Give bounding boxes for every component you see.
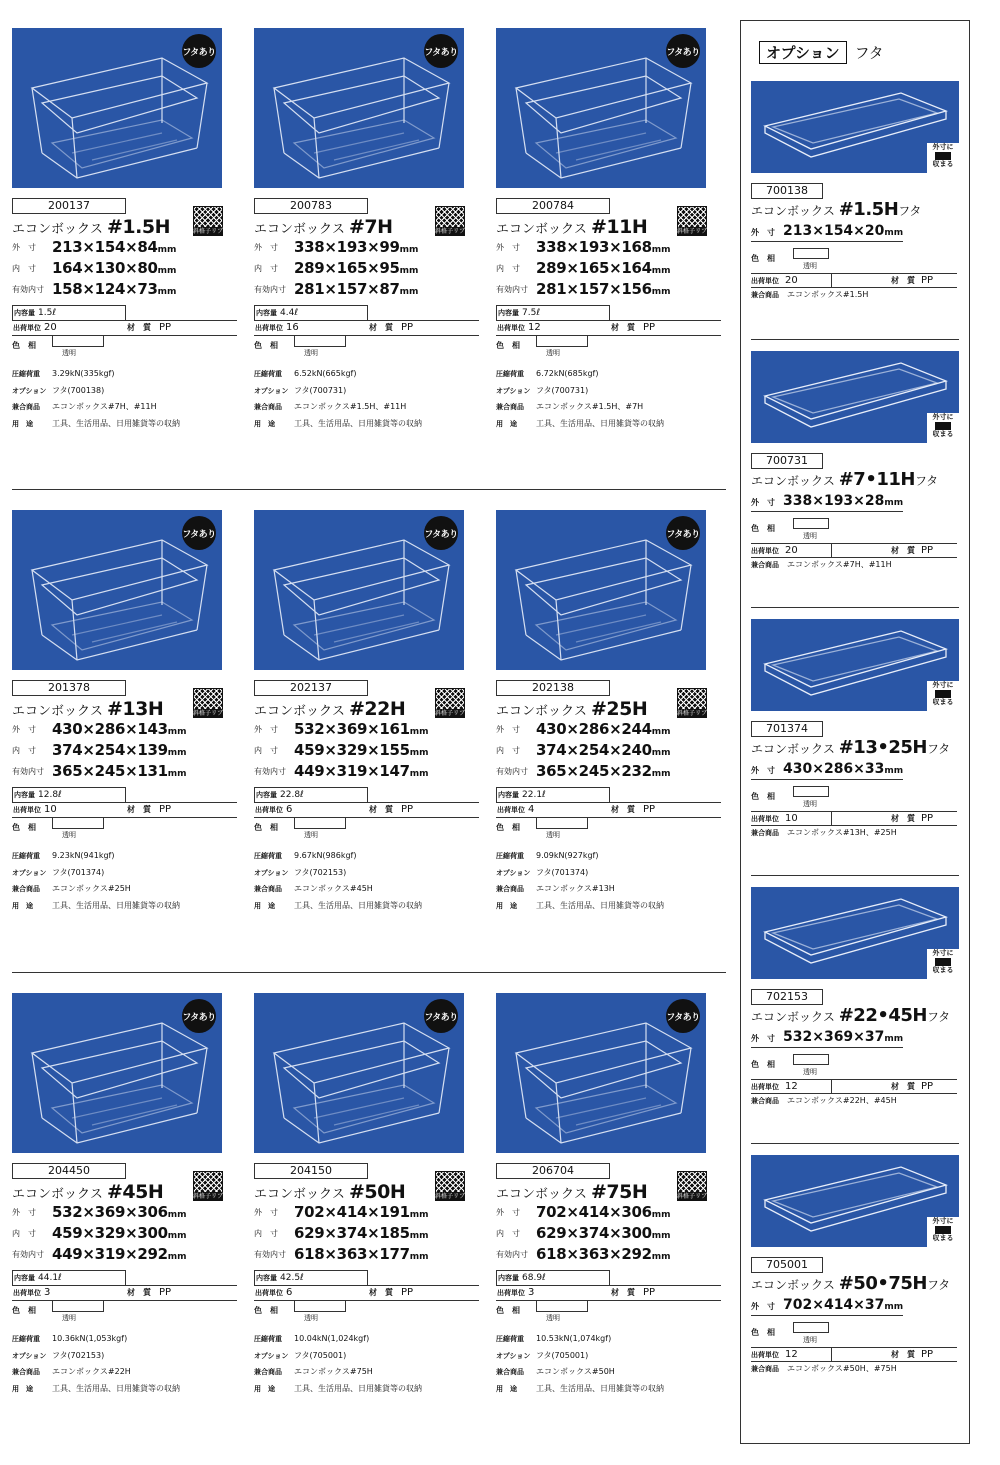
lid-compatible-products: 兼合商品 エコンボックス#50H、#75H bbox=[751, 1364, 897, 1373]
lid-outer-dimensions: 外 寸 702×414×37mm bbox=[751, 1297, 903, 1316]
inner-dimensions: 内 寸 374×254×240mm bbox=[496, 741, 671, 759]
lid-available-badge: フタあり bbox=[182, 34, 216, 68]
product-photo bbox=[12, 28, 222, 188]
product-name: エコンボックス #75H bbox=[496, 1181, 648, 1203]
lid-color-value: 透明 bbox=[803, 532, 817, 540]
lid-compatible-products: 兼合商品 エコンボックス#22H、#45H bbox=[751, 1096, 897, 1105]
lid-shipping-unit: 出荷単位 20 材 質 PP bbox=[751, 543, 957, 558]
diagonal-rib-icon: 斜格子リブ bbox=[193, 206, 223, 236]
product-photo bbox=[254, 510, 464, 670]
outer-dimensions: 外 寸 338×193×168mm bbox=[496, 238, 671, 256]
shipping-unit: 出荷単位 16 材 質 PP bbox=[254, 320, 479, 336]
diagonal-rib-icon: 斜格子リブ bbox=[435, 688, 465, 718]
outer-dimensions: 外 寸 532×369×161mm bbox=[254, 720, 429, 738]
product-code: 204450 bbox=[12, 1163, 126, 1179]
color-swatch bbox=[52, 1300, 104, 1312]
color-value: 透明 bbox=[304, 349, 318, 357]
lid-compatible-products: 兼合商品 エコンボックス#1.5H bbox=[751, 290, 869, 299]
capacity: 内容量 7.5ℓ bbox=[496, 305, 610, 320]
lid-material: 材 質 PP bbox=[891, 1349, 934, 1360]
color-swatch bbox=[294, 335, 346, 347]
lid-available-badge: フタあり bbox=[666, 999, 700, 1033]
lid-available-badge: フタあり bbox=[666, 516, 700, 550]
product-code: 204150 bbox=[254, 1163, 368, 1179]
color-label: 色 相 bbox=[254, 1306, 278, 1315]
lid-photo bbox=[751, 351, 959, 443]
lid-shipping-unit: 出荷単位 12 材 質 PP bbox=[751, 1347, 957, 1362]
product-notes: 圧縮荷重 3.29kN(335kgf) オプション フタ(700138) 兼合商品 エコンボックス#7H、#11H 用 途 工具、生活用品、日用雑貨等の収納 bbox=[12, 369, 180, 428]
product-photo bbox=[12, 993, 222, 1153]
inner-dimensions: 内 寸 459×329×155mm bbox=[254, 741, 429, 759]
product-code: 206704 bbox=[496, 1163, 610, 1179]
inner-dimensions: 内 寸 289×165×164mm bbox=[496, 259, 671, 277]
material: 材 質 PP bbox=[611, 1287, 656, 1298]
capacity: 内容量 22.8ℓ bbox=[254, 787, 368, 802]
lid-color-value: 透明 bbox=[803, 800, 817, 808]
product-photo bbox=[496, 28, 706, 188]
shipping-unit: 出荷単位 10 材 質 PP bbox=[12, 802, 237, 818]
lid-photo bbox=[751, 81, 959, 173]
lid-name: エコンボックス #50•75Hフタ bbox=[751, 1273, 951, 1294]
lid-name: エコンボックス #22•45Hフタ bbox=[751, 1005, 951, 1026]
material: 材 質 PP bbox=[369, 804, 414, 815]
lid-color-value: 透明 bbox=[803, 1068, 817, 1076]
capacity: 内容量 42.5ℓ bbox=[254, 1270, 368, 1285]
lid-code: 702153 bbox=[751, 989, 823, 1005]
effective-inner-dimensions: 有効内寸 449×319×147mm bbox=[254, 762, 429, 780]
inner-dimensions: 内 寸 164×130×80mm bbox=[12, 259, 177, 277]
product-name: エコンボックス #13H bbox=[12, 698, 164, 720]
shipping-unit: 出荷単位 6 材 質 PP bbox=[254, 802, 479, 818]
lid-available-badge: フタあり bbox=[182, 999, 216, 1033]
fits-outer-size-badge: 外寸に 収まる bbox=[927, 681, 959, 711]
options-panel bbox=[740, 20, 970, 1444]
product-notes: 圧縮荷重 9.09kN(927kgf) オプション フタ(701374) 兼合商品 エコンボックス#13H 用 途 工具、生活用品、日用雑貨等の収納 bbox=[496, 851, 664, 910]
product-notes: 圧縮荷重 9.23kN(941kgf) オプション フタ(701374) 兼合商品 エコンボックス#25H 用 途 工具、生活用品、日用雑貨等の収納 bbox=[12, 851, 180, 910]
color-swatch bbox=[536, 817, 588, 829]
lid-material: 材 質 PP bbox=[891, 813, 934, 824]
product-photo bbox=[496, 993, 706, 1153]
color-value: 透明 bbox=[62, 349, 76, 357]
effective-inner-dimensions: 有効内寸 618×363×177mm bbox=[254, 1245, 429, 1263]
lid-material: 材 質 PP bbox=[891, 275, 934, 286]
lid-code: 701374 bbox=[751, 721, 823, 737]
material: 材 質 PP bbox=[127, 804, 172, 815]
lid-color-value: 透明 bbox=[803, 1336, 817, 1344]
lid-color-label: 色 相 bbox=[751, 254, 775, 263]
shipping-unit: 出荷単位 12 材 質 PP bbox=[496, 320, 721, 336]
lid-divider bbox=[751, 607, 959, 608]
effective-inner-dimensions: 有効内寸 281×157×156mm bbox=[496, 280, 671, 298]
lid-color-label: 色 相 bbox=[751, 1328, 775, 1337]
product-code: 200137 bbox=[12, 198, 126, 214]
lid-photo bbox=[751, 1155, 959, 1247]
product-photo bbox=[496, 510, 706, 670]
lid-name: エコンボックス #7•11Hフタ bbox=[751, 469, 939, 490]
color-value: 透明 bbox=[62, 831, 76, 839]
product-notes: 圧縮荷重 10.36kN(1,053kgf) オプション フタ(702153) 兼合商品 エコンボックス#22H 用 途 工具、生活用品、日用雑貨等の収納 bbox=[12, 1334, 180, 1393]
material: 材 質 PP bbox=[127, 322, 172, 333]
diagonal-rib-icon: 斜格子リブ bbox=[435, 1171, 465, 1201]
lid-color-label: 色 相 bbox=[751, 524, 775, 533]
effective-inner-dimensions: 有効内寸 365×245×232mm bbox=[496, 762, 671, 780]
outer-dimensions: 外 寸 213×154×84mm bbox=[12, 238, 177, 256]
product-code: 200783 bbox=[254, 198, 368, 214]
lid-shipping-unit: 出荷単位 12 材 質 PP bbox=[751, 1079, 957, 1094]
product-notes: 圧縮荷重 10.04kN(1,024kgf) オプション フタ(705001) 兼合商品 エコンボックス#75H 用 途 工具、生活用品、日用雑貨等の収納 bbox=[254, 1334, 422, 1393]
product-code: 200784 bbox=[496, 198, 610, 214]
shipping-unit: 出荷単位 20 材 質 PP bbox=[12, 320, 237, 336]
color-label: 色 相 bbox=[12, 1306, 36, 1315]
material: 材 質 PP bbox=[369, 1287, 414, 1298]
lid-color-label: 色 相 bbox=[751, 1060, 775, 1069]
lid-outer-dimensions: 外 寸 532×369×37mm bbox=[751, 1029, 903, 1048]
diagonal-rib-icon: 斜格子リブ bbox=[193, 1171, 223, 1201]
product-notes: 圧縮荷重 10.53kN(1,074kgf) オプション フタ(705001) 兼合商品 エコンボックス#50H 用 途 工具、生活用品、日用雑貨等の収納 bbox=[496, 1334, 664, 1393]
lid-available-badge: フタあり bbox=[666, 34, 700, 68]
product-name: エコンボックス #11H bbox=[496, 216, 648, 238]
lid-color-swatch bbox=[793, 1054, 829, 1065]
color-label: 色 相 bbox=[254, 823, 278, 832]
outer-dimensions: 外 寸 430×286×244mm bbox=[496, 720, 671, 738]
product-photo bbox=[254, 28, 464, 188]
lid-compatible-products: 兼合商品 エコンボックス#13H、#25H bbox=[751, 828, 897, 837]
fits-outer-size-badge: 外寸に 収まる bbox=[927, 949, 959, 979]
lid-divider bbox=[751, 1143, 959, 1144]
product-notes: 圧縮荷重 9.67kN(986kgf) オプション フタ(702153) 兼合商品 エコンボックス#45H 用 途 工具、生活用品、日用雑貨等の収納 bbox=[254, 851, 422, 910]
effective-inner-dimensions: 有効内寸 158×124×73mm bbox=[12, 280, 177, 298]
lid-code: 700138 bbox=[751, 183, 823, 199]
shipping-unit: 出荷単位 3 材 質 PP bbox=[12, 1285, 237, 1301]
color-swatch bbox=[52, 817, 104, 829]
inner-dimensions: 内 寸 629×374×300mm bbox=[496, 1224, 671, 1242]
diagonal-rib-icon: 斜格子リブ bbox=[677, 206, 707, 236]
capacity: 内容量 12.8ℓ bbox=[12, 787, 126, 802]
shipping-unit: 出荷単位 6 材 質 PP bbox=[254, 1285, 479, 1301]
inner-dimensions: 内 寸 459×329×300mm bbox=[12, 1224, 187, 1242]
capacity: 内容量 1.5ℓ bbox=[12, 305, 126, 320]
diagonal-rib-icon: 斜格子リブ bbox=[677, 688, 707, 718]
diagonal-rib-icon: 斜格子リブ bbox=[193, 688, 223, 718]
product-name: エコンボックス #22H bbox=[254, 698, 406, 720]
inner-dimensions: 内 寸 374×254×139mm bbox=[12, 741, 187, 759]
lid-photo bbox=[751, 619, 959, 711]
product-notes: 圧縮荷重 6.52kN(665kgf) オプション フタ(700731) 兼合商品 エコンボックス#1.5H、#11H 用 途 工具、生活用品、日用雑貨等の収納 bbox=[254, 369, 422, 428]
color-label: 色 相 bbox=[12, 341, 36, 350]
effective-inner-dimensions: 有効内寸 281×157×87mm bbox=[254, 280, 419, 298]
color-value: 透明 bbox=[546, 1314, 560, 1322]
options-heading-box: オプション bbox=[759, 41, 847, 64]
material: 材 質 PP bbox=[611, 322, 656, 333]
options-heading bbox=[759, 41, 884, 64]
product-name: エコンボックス #25H bbox=[496, 698, 648, 720]
color-value: 透明 bbox=[304, 831, 318, 839]
lid-shipping-unit: 出荷単位 20 材 質 PP bbox=[751, 273, 957, 288]
lid-code: 705001 bbox=[751, 1257, 823, 1273]
color-swatch bbox=[536, 335, 588, 347]
lid-outer-dimensions: 外 寸 430×286×33mm bbox=[751, 761, 903, 780]
product-notes: 圧縮荷重 6.72kN(685kgf) オプション フタ(700731) 兼合商品 エコンボックス#1.5H、#7H 用 途 工具、生活用品、日用雑貨等の収納 bbox=[496, 369, 664, 428]
lid-code: 700731 bbox=[751, 453, 823, 469]
diagonal-rib-icon: 斜格子リブ bbox=[677, 1171, 707, 1201]
color-label: 色 相 bbox=[496, 341, 520, 350]
capacity: 内容量 68.9ℓ bbox=[496, 1270, 610, 1285]
product-name: エコンボックス #50H bbox=[254, 1181, 406, 1203]
product-code: 202138 bbox=[496, 680, 610, 696]
color-value: 透明 bbox=[304, 1314, 318, 1322]
product-name: エコンボックス #7H bbox=[254, 216, 393, 238]
lid-color-swatch bbox=[793, 786, 829, 797]
inner-dimensions: 内 寸 289×165×95mm bbox=[254, 259, 419, 277]
lid-available-badge: フタあり bbox=[182, 516, 216, 550]
diagonal-rib-icon: 斜格子リブ bbox=[435, 206, 465, 236]
inner-dimensions: 内 寸 629×374×185mm bbox=[254, 1224, 429, 1242]
product-name: エコンボックス #45H bbox=[12, 1181, 164, 1203]
row-divider bbox=[12, 972, 726, 973]
product-code: 201378 bbox=[12, 680, 126, 696]
color-value: 透明 bbox=[546, 349, 560, 357]
lid-outer-dimensions: 外 寸 213×154×20mm bbox=[751, 223, 903, 242]
color-label: 色 相 bbox=[254, 341, 278, 350]
lid-divider bbox=[751, 339, 959, 340]
shipping-unit: 出荷単位 3 材 質 PP bbox=[496, 1285, 721, 1301]
lid-outer-dimensions: 外 寸 338×193×28mm bbox=[751, 493, 903, 512]
lid-compatible-products: 兼合商品 エコンボックス#7H、#11H bbox=[751, 560, 892, 569]
outer-dimensions: 外 寸 338×193×99mm bbox=[254, 238, 419, 256]
lid-divider bbox=[751, 875, 959, 876]
outer-dimensions: 外 寸 532×369×306mm bbox=[12, 1203, 187, 1221]
lid-available-badge: フタあり bbox=[424, 34, 458, 68]
product-code: 202137 bbox=[254, 680, 368, 696]
product-photo bbox=[12, 510, 222, 670]
color-swatch bbox=[294, 817, 346, 829]
color-swatch bbox=[294, 1300, 346, 1312]
row-divider bbox=[12, 489, 726, 490]
color-label: 色 相 bbox=[12, 823, 36, 832]
lid-photo bbox=[751, 887, 959, 979]
capacity: 内容量 4.4ℓ bbox=[254, 305, 368, 320]
lid-color-value: 透明 bbox=[803, 262, 817, 270]
capacity: 内容量 44.1ℓ bbox=[12, 1270, 126, 1285]
capacity: 内容量 22.1ℓ bbox=[496, 787, 610, 802]
fits-outer-size-badge: 外寸に 収まる bbox=[927, 143, 959, 173]
material: 材 質 PP bbox=[611, 804, 656, 815]
options-heading-text: フタ bbox=[854, 44, 884, 62]
color-label: 色 相 bbox=[496, 823, 520, 832]
outer-dimensions: 外 寸 702×414×191mm bbox=[254, 1203, 429, 1221]
fits-outer-size-badge: 外寸に 収まる bbox=[927, 413, 959, 443]
shipping-unit: 出荷単位 4 材 質 PP bbox=[496, 802, 721, 818]
outer-dimensions: 外 寸 430×286×143mm bbox=[12, 720, 187, 738]
material: 材 質 PP bbox=[369, 322, 414, 333]
color-label: 色 相 bbox=[496, 1306, 520, 1315]
lid-name: エコンボックス #13•25Hフタ bbox=[751, 737, 951, 758]
product-photo bbox=[254, 993, 464, 1153]
product-name: エコンボックス #1.5H bbox=[12, 216, 170, 238]
color-swatch bbox=[536, 1300, 588, 1312]
lid-color-swatch bbox=[793, 518, 829, 529]
color-value: 透明 bbox=[546, 831, 560, 839]
lid-color-swatch bbox=[793, 248, 829, 259]
effective-inner-dimensions: 有効内寸 618×363×292mm bbox=[496, 1245, 671, 1263]
effective-inner-dimensions: 有効内寸 365×245×131mm bbox=[12, 762, 187, 780]
lid-color-swatch bbox=[793, 1322, 829, 1333]
fits-outer-size-badge: 外寸に 収まる bbox=[927, 1217, 959, 1247]
effective-inner-dimensions: 有効内寸 449×319×292mm bbox=[12, 1245, 187, 1263]
lid-shipping-unit: 出荷単位 10 材 質 PP bbox=[751, 811, 957, 826]
color-swatch bbox=[52, 335, 104, 347]
lid-material: 材 質 PP bbox=[891, 545, 934, 556]
lid-color-label: 色 相 bbox=[751, 792, 775, 801]
lid-available-badge: フタあり bbox=[424, 516, 458, 550]
color-value: 透明 bbox=[62, 1314, 76, 1322]
outer-dimensions: 外 寸 702×414×306mm bbox=[496, 1203, 671, 1221]
lid-material: 材 質 PP bbox=[891, 1081, 934, 1092]
lid-name: エコンボックス #1.5Hフタ bbox=[751, 199, 922, 220]
lid-available-badge: フタあり bbox=[424, 999, 458, 1033]
material: 材 質 PP bbox=[127, 1287, 172, 1298]
